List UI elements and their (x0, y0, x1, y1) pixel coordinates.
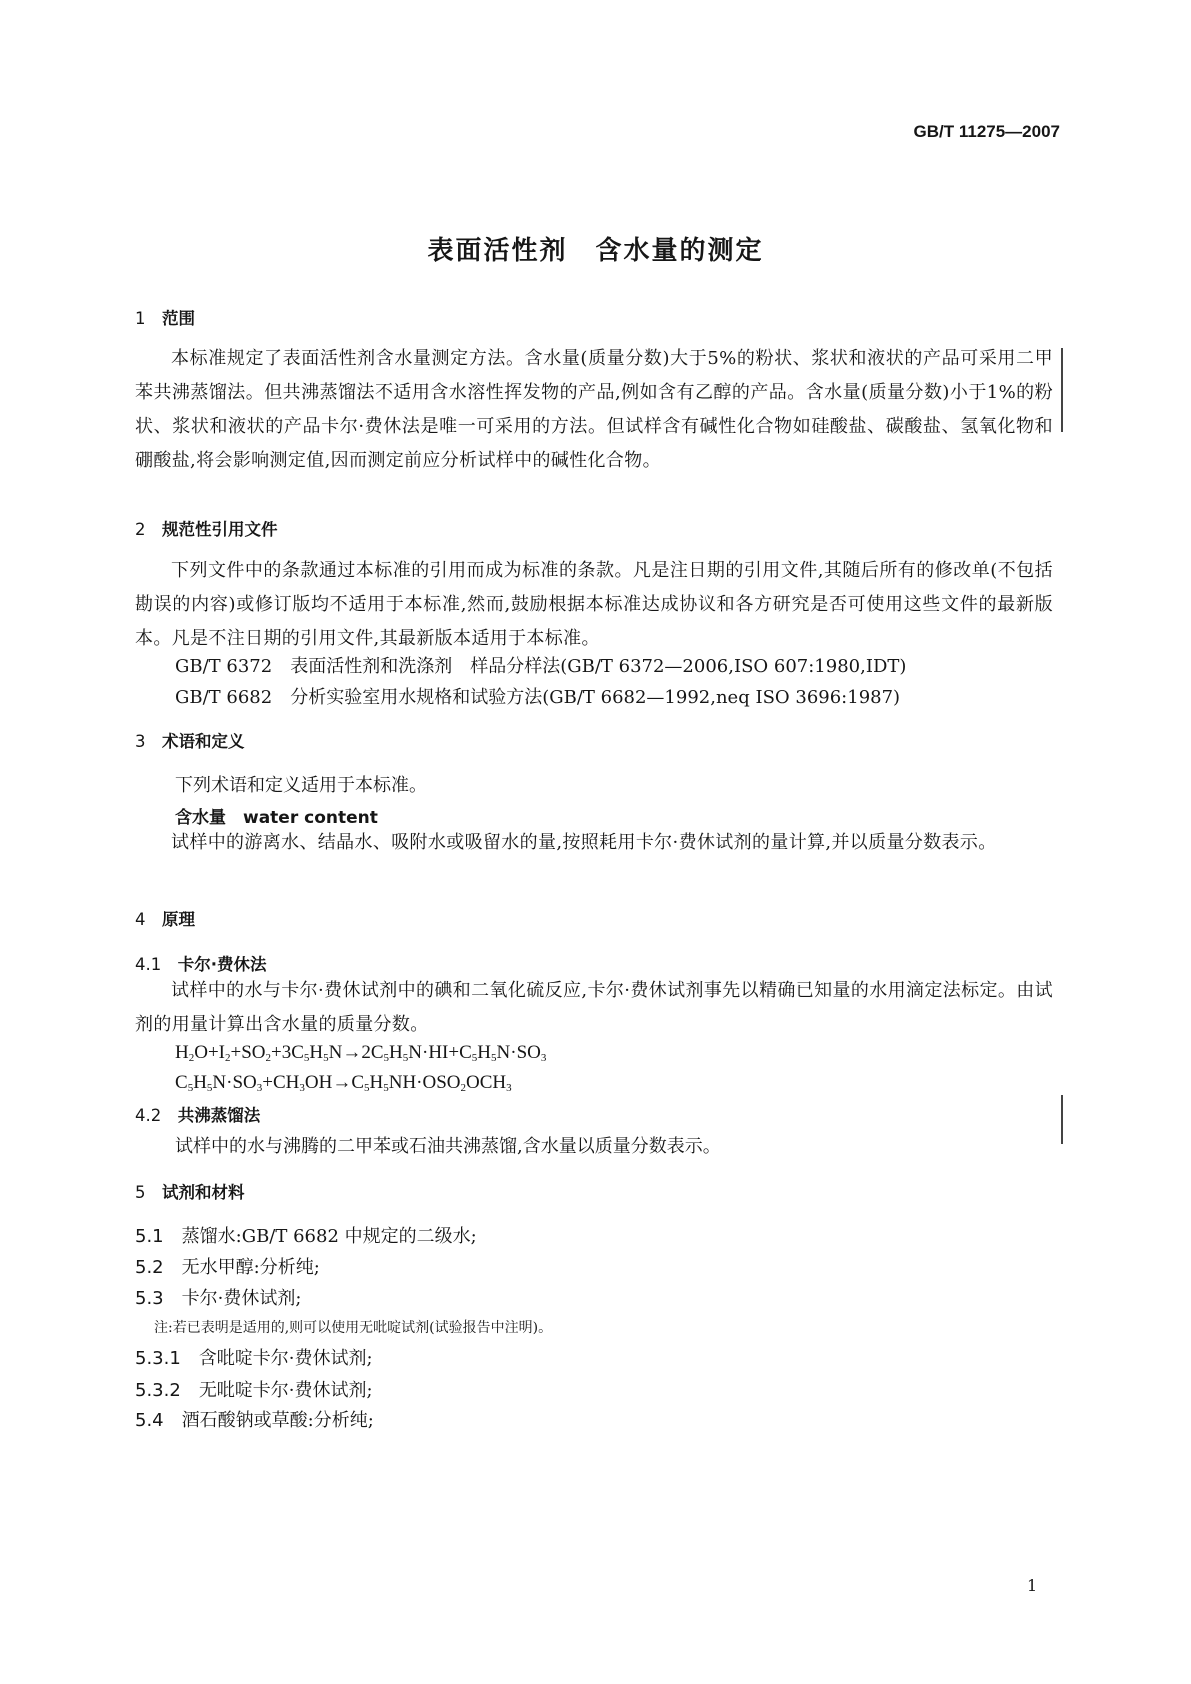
section-2-heading (135, 516, 278, 540)
clause-number: 5.4 (135, 1410, 164, 1431)
section-number: 2 (135, 520, 146, 539)
chemical-equation-2: $C_5H_5N\cdot SO_3+CH_3OH\to C_5H_5NH\cdot OSO_2OCH_3$ (175, 1072, 512, 1094)
clause-item (135, 1406, 374, 1432)
section-3-intro: 下列术语和定义适用于本标准。 (175, 775, 427, 796)
reference-item: GB/T 6372 表面活性剂和洗涤剂 样品分样法(GB/T 6372—2006,ISO 607:1980,IDT) (175, 656, 907, 677)
clause-text: 无吡啶卡尔·费休试剂; (198, 1380, 373, 1401)
clause-item (135, 1222, 477, 1248)
section-1-paragraph: 本标准规定了表面活性剂含水量测定方法。含水量(质量分数)大于5%的粉状、浆状和液状的产品可采用二甲苯共沸蒸馏法。但共沸蒸馏法不适用含水溶性挥发物的产品,例如含有乙醇的产品。含水量(质量分数)小于1%的粉状、浆状和液状的产品卡尔·费休法是唯一可采用的方法。但试样含有碱性化合物如硅酸盐、碳酸盐、氢氧化物和硼酸盐,将会影响测定值,因而测定前应分析试样中的碱性化合物。 (135, 348, 1053, 471)
clause-text: 无水甲醇:分析纯; (181, 1257, 320, 1278)
clause-number: 5.2 (135, 1257, 164, 1278)
section-5-heading (135, 1179, 245, 1203)
clause-item (135, 1284, 301, 1310)
change-bar (1061, 348, 1063, 432)
section-number: 4 (135, 910, 146, 929)
clause-text: 蒸馏水:GB/T 6682 中规定的二级水; (181, 1226, 477, 1247)
note: 注:若已表明是适用的,则可以使用无吡啶试剂(试验报告中注明)。 (154, 1320, 553, 1336)
subsection-title: 共沸蒸馏法 (177, 1106, 261, 1125)
subsection-4-1-paragraph: 试样中的水与卡尔·费休试剂中的碘和二氧化硫反应,卡尔·费休试剂事先以精确已知量的水用滴定法标定。由试剂的用量计算出含水量的质量分数。 (135, 980, 1053, 1035)
subsection-title: 卡尔·费休法 (177, 955, 267, 974)
standard-code: GB/T 11275—2007 (913, 122, 1060, 141)
page-number: 1 (1027, 1576, 1038, 1595)
clause-text: 含吡啶卡尔·费休试剂; (198, 1348, 373, 1369)
clause-number: 5.3.1 (135, 1348, 181, 1369)
section-number: 5 (135, 1183, 146, 1202)
section-title: 范围 (162, 309, 195, 328)
clause-number: 5.1 (135, 1226, 164, 1247)
section-4-heading (135, 906, 195, 930)
subsection-4-1-heading (135, 951, 267, 975)
subsection-4-2-paragraph: 试样中的水与沸腾的二甲苯或石油共沸蒸馏,含水量以质量分数表示。 (175, 1136, 721, 1157)
term-definition: 试样中的游离水、结晶水、吸附水或吸留水的量,按照耗用卡尔·费休试剂的量计算,并以质量分数表示。 (171, 832, 997, 853)
clause-item (135, 1253, 320, 1279)
term-chinese: 含水量 (175, 808, 226, 828)
section-title: 试剂和材料 (162, 1183, 245, 1202)
subsection-number: 4.1 (135, 955, 162, 974)
section-title: 术语和定义 (162, 732, 245, 751)
reference-item: GB/T 6682 分析实验室用水规格和试验方法(GB/T 6682—1992,neq ISO 3696:1987) (175, 687, 901, 708)
subsection-4-2-heading (135, 1102, 260, 1126)
section-3-heading (135, 728, 245, 752)
section-number: 1 (135, 309, 146, 328)
clause-number: 5.3.2 (135, 1380, 181, 1401)
term-entry (175, 803, 378, 828)
section-number: 3 (135, 732, 146, 751)
section-title: 原理 (162, 910, 195, 929)
clause-item (135, 1376, 373, 1402)
chemical-equation-1: $H_2O+I_2+SO_2+3C_5H_5N\to 2C_5H_5N\cdot HI+C_5H_5N\cdot SO_3$ (175, 1042, 547, 1064)
clause-text: 酒石酸钠或草酸:分析纯; (181, 1410, 374, 1431)
clause-number: 5.3 (135, 1288, 164, 1309)
section-2-paragraph: 下列文件中的条款通过本标准的引用而成为标准的条款。凡是注日期的引用文件,其随后所有的修改单(不包括勘误的内容)或修订版均不适用于本标准,然而,鼓励根据本标准达成协议和各方研究是否可使用这些文件的最新版本。凡是不注日期的引用文件,其最新版本适用于本标准。 (135, 560, 1053, 649)
clause-item (135, 1344, 373, 1370)
section-1-heading (135, 305, 195, 329)
clause-text: 卡尔·费休试剂; (181, 1288, 302, 1309)
term-english: water content (243, 808, 378, 828)
subsection-number: 4.2 (135, 1106, 162, 1125)
page-title: 表面活性剂 含水量的测定 (427, 236, 764, 266)
change-bar (1061, 1095, 1063, 1144)
section-title: 规范性引用文件 (162, 520, 278, 539)
